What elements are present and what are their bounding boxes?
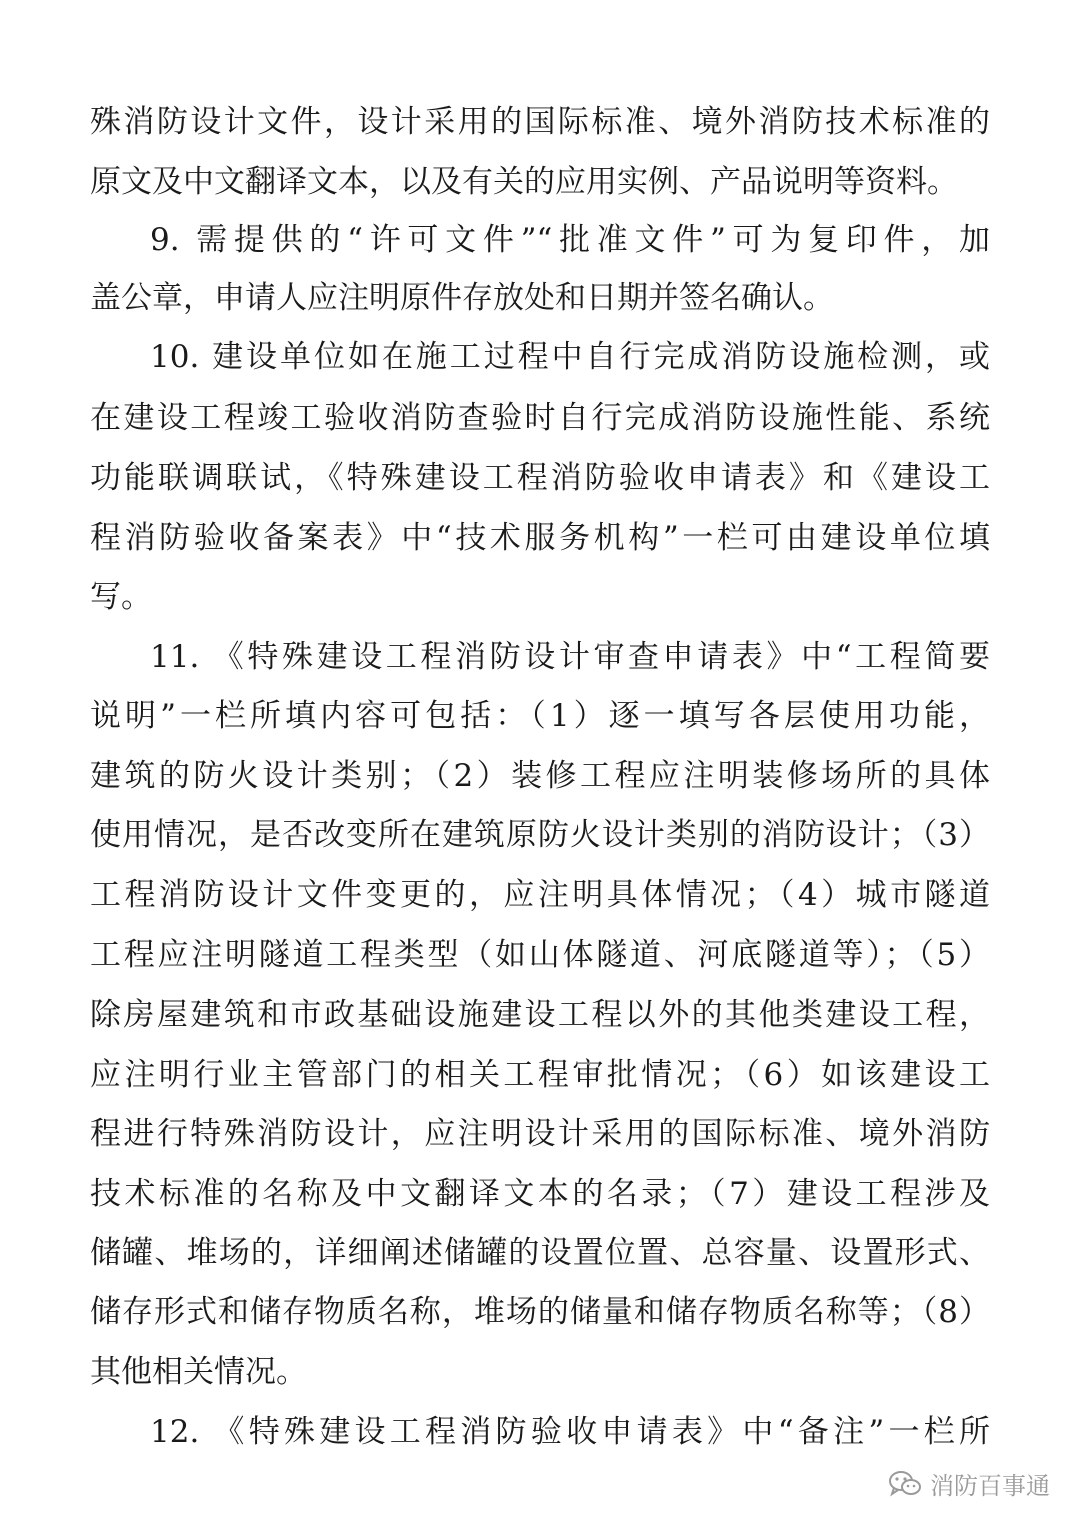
text-line: 使用情况，是否改变所在建筑原防火设计类别的消防设计；（3） [90, 817, 990, 853]
text-line: 原文及中文翻译文本，以及有关的应用实例、产品说明等资料。 [90, 164, 958, 200]
text-line: 说明”一栏所填内容可包括：（1）逐一填写各层使用功能， [90, 698, 990, 734]
text-line: 其他相关情况。 [90, 1354, 307, 1390]
text-line: 殊消防设计文件，设计采用的国际标准、境外消防技术标准的 [90, 104, 990, 140]
text-line: 程进行特殊消防设计，应注明设计采用的国际标准、境外消防 [90, 1116, 990, 1152]
text-line: 写。 [90, 579, 152, 615]
text-line: 储存形式和储存物质名称，堆场的储量和储存物质名称等；（8） [90, 1294, 990, 1330]
text-line: 工程消防设计文件变更的，应注明具体情况；（4）城市隧道 [90, 877, 990, 913]
text-line: 在建设工程竣工验收消防查验时自行完成消防设施性能、系统 [90, 400, 990, 436]
text-line: 程消防验收备案表》中“技术服务机构”一栏可由建设单位填 [90, 520, 990, 556]
text-line: 11. 《特殊建设工程消防设计审查申请表》中“工程简要 [150, 639, 990, 675]
text-line: 工程应注明隧道工程类型（如山体隧道、河底隧道等）；（5） [90, 937, 990, 973]
text-line: 建筑的防火设计类别；（2）装修工程应注明装修场所的具体 [90, 758, 990, 794]
text-line: 10. 建设单位如在施工过程中自行完成消防设施检测，或 [150, 339, 990, 375]
text-line: 除房屋建筑和市政基础设施建设工程以外的其他类建设工程， [90, 997, 990, 1033]
text-line: 技术标准的名称及中文翻译文本的名录；（7）建设工程涉及 [90, 1176, 990, 1212]
text-line: 12. 《特殊建设工程消防验收申请表》中“备注”一栏所 [150, 1414, 990, 1450]
text-line: 功能联调联试，《特殊建设工程消防验收申请表》和《建设工 [90, 460, 990, 496]
text-line: 应注明行业主管部门的相关工程审批情况；（6）如该建设工 [90, 1057, 990, 1093]
text-line: 储罐、堆场的，详细阐述储罐的设置位置、总容量、设置形式、 [90, 1235, 990, 1271]
wechat-icon [888, 1469, 922, 1499]
watermark [888, 1466, 1050, 1501]
watermark-text: 消防百事通 [930, 1472, 1050, 1500]
text-line: 9. 需提供的“许可文件”“批准文件”可为复印件，加 [150, 222, 990, 258]
text-line: 盖公章，申请人应注明原件存放处和日期并签名确认。 [90, 280, 834, 316]
